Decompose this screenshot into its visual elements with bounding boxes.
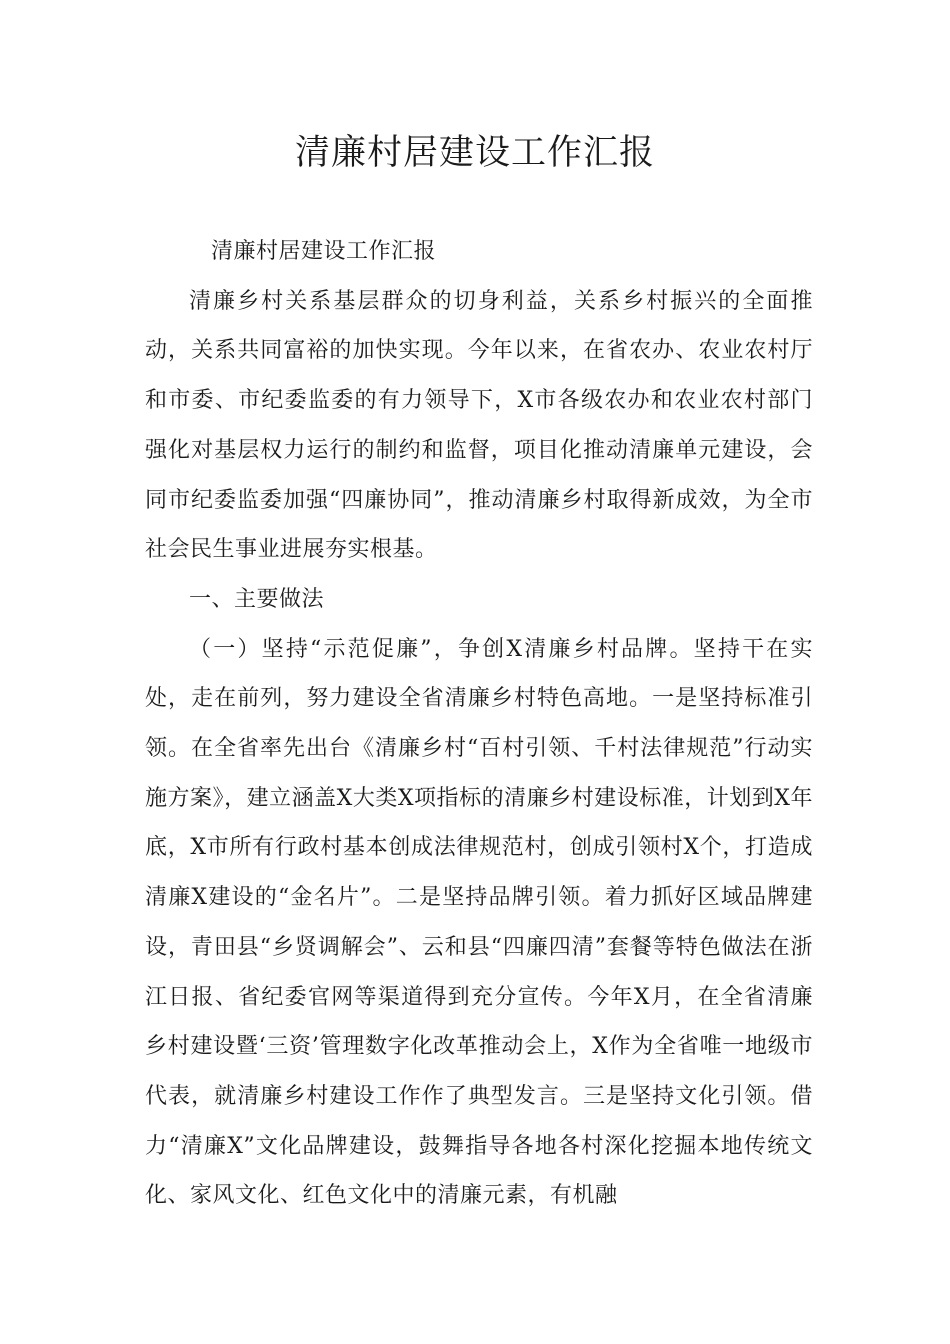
document-subtitle: 清廉村居建设工作汇报 (211, 239, 437, 264)
document-body (145, 227, 813, 1221)
section-heading: 一、主要做法 (189, 586, 325, 612)
intro-paragraph: 清廉乡村关系基层群众的切身利益，关系乡村振兴的全面推动，关系共同富裕的加快实现。今年以来，在省农办、农业农村厅和市委、市纪委监委的有力领导下，X市各级农办和农业农村部门强化对基层权力运行的制约和监督，项目化推动清廉单元建设，会同市纪委监委加强“四廉协同”，推动清廉乡村取得新成效，为全市社会民生事业进展夯实根基。 (145, 288, 813, 563)
section-paragraph: （一）坚持“示范促廉”，争创X清廉乡村品牌。坚持干在实处，走在前列，努力建设全省清廉乡村特色高地。一是坚持标准引领。在全省率先出台《清廉乡村“百村引领、千村法律规范”行动实施方案》，建立涵盖X大类X项指标的清廉乡村建设标准，计划到X年底，X市所有行政村基本创成法律规范村，创成引领村X个，打造成清廉X建设的“金名片”。二是坚持品牌引领。着力抓好区域品牌建设，青田县“乡贤调解会”、云和县“四廉四清”套餐等特色做法在浙江日报、省纪委官网等渠道得到充分宣传。今年X月，在全省清廉乡村建设暨‘三资’管理数字化改革推动会上，X作为全省唯一地级市代表，就清廉乡村建设工作作了典型发言。三是坚持文化引领。借力“清廉X”文化品牌建设，鼓舞指导各地各村深化挖掘本地传统文化、家风文化、红色文化中的清廉元素，有机融 (145, 636, 813, 1209)
document-title: 清廉村居建设工作汇报 (294, 133, 655, 173)
